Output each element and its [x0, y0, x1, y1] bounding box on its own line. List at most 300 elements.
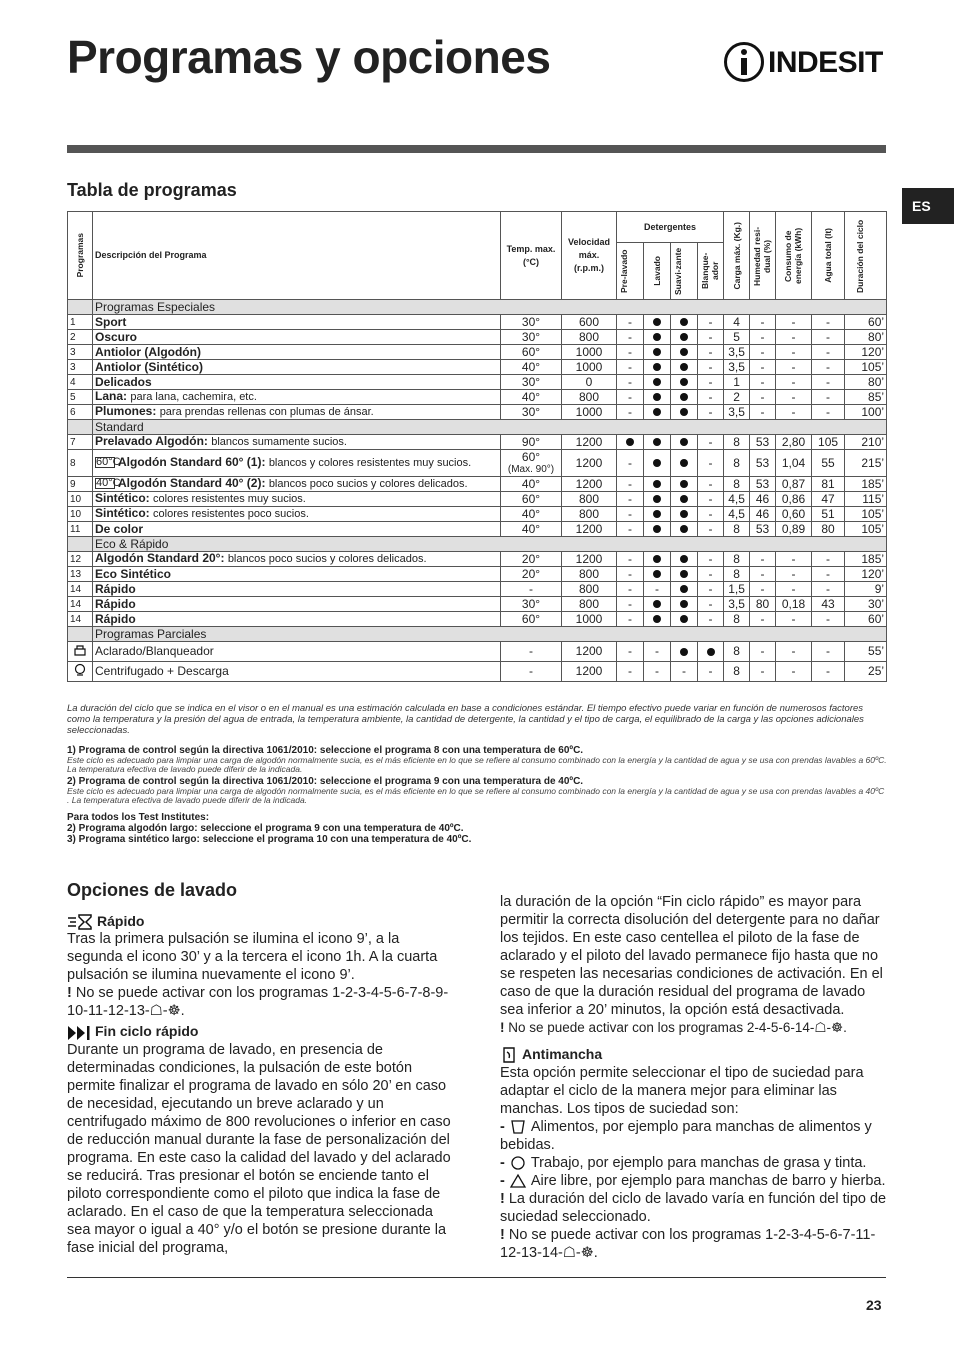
cell-bl: - [698, 435, 724, 450]
cell-duracion: 55’ [845, 642, 887, 662]
cell-temp: 30° [501, 315, 562, 330]
cell-bl: - [698, 552, 724, 567]
cell-consumo: - [776, 330, 812, 345]
cell-velocidad: 1000 [562, 405, 617, 420]
cell-suav [671, 450, 698, 477]
cell-agua: 47 [812, 492, 845, 507]
cell-velocidad: 1200 [562, 552, 617, 567]
cell-suav [671, 597, 698, 612]
cell-duracion: 80’ [845, 330, 887, 345]
cell-consumo: 0,18 [776, 597, 812, 612]
header-lavado: Lavado [644, 243, 671, 300]
cell-programa: 14 [68, 612, 93, 627]
cell-carga: 4,5 [724, 492, 750, 507]
cell-duracion: 185’ [845, 477, 887, 492]
footnote-2: 2) Programa de control según la directiva 1061/2010: seleccione el programa 9 con una temperatura de 40ºC. Este ciclo es adecuado para limpiar una carga de algodón normalmente sucia, es el más eficiente en lo que se refiere al consumo combinado con la energía y la cantidad de agua y se usa con prendas lavables a 40ºC . La temperatura efectiva de lavado puede diferir de la indicada. [67, 776, 885, 805]
cell-carga: 5 [724, 330, 750, 345]
filled-dot-icon [680, 378, 688, 386]
cell-consumo: - [776, 662, 812, 682]
cell-temp: 40° [501, 507, 562, 522]
cell-agua: - [812, 315, 845, 330]
program-table [67, 211, 887, 682]
cell-bl: - [698, 567, 724, 582]
cell-duracion: 120’ [845, 345, 887, 360]
filled-dot-icon [680, 408, 688, 416]
cell-velocidad: 1200 [562, 450, 617, 477]
header-descripcion: Descripción del Programa [93, 212, 501, 300]
cell-programa: 3 [68, 360, 93, 375]
cell-bl: - [698, 492, 724, 507]
cell-pre: - [617, 405, 644, 420]
cell-descripcion: 60°CAlgodón Standard 60° (1): blancos y colores resistentes muy sucios. [93, 450, 501, 477]
food-icon [509, 1119, 527, 1135]
cell-lav [644, 450, 671, 477]
filled-dot-icon [653, 510, 661, 518]
cell-temp: 60° [501, 612, 562, 627]
cell-carga: 1 [724, 375, 750, 390]
filled-dot-icon [653, 333, 661, 341]
cell-temp: 30° [501, 597, 562, 612]
cell-lav [644, 360, 671, 375]
cell-humedad: - [750, 662, 776, 682]
cell-humedad: - [750, 330, 776, 345]
cell-pre: - [617, 375, 644, 390]
section-eco: Eco & Rápido [68, 537, 887, 552]
table-row [68, 612, 887, 627]
table-row [68, 450, 887, 477]
cell-duracion: 25’ [845, 662, 887, 682]
cell-humedad: - [750, 405, 776, 420]
cell-lav [644, 390, 671, 405]
cell-bl: - [698, 477, 724, 492]
filled-dot-icon [680, 600, 688, 608]
header-duracion: Duración del ciclo [845, 212, 887, 300]
cell-programa: 3 [68, 345, 93, 360]
temperature-program-icon: 40°C [96, 477, 121, 490]
cell-temp: 30° [501, 405, 562, 420]
cell-suav [671, 522, 698, 537]
cell-descripcion: De color [93, 522, 501, 537]
cell-pre: - [617, 315, 644, 330]
cell-suav [671, 612, 698, 627]
cell-pre: - [617, 345, 644, 360]
cell-consumo: - [776, 642, 812, 662]
cell-agua: - [812, 612, 845, 627]
cell-lav [644, 567, 671, 582]
filled-dot-icon [653, 363, 661, 371]
cell-humedad: - [750, 375, 776, 390]
cell-duracion: 210’ [845, 435, 887, 450]
cell-pre: - [617, 492, 644, 507]
cell-programa: 14 [68, 582, 93, 597]
cell-consumo: - [776, 345, 812, 360]
cell-pre: - [617, 642, 644, 662]
cell-carga: 8 [724, 567, 750, 582]
table-row [68, 597, 887, 612]
temperature-program-icon: 60°C [96, 456, 121, 469]
table-row [68, 552, 887, 567]
duration-note: La duración del ciclo que se indica en el visor o en el manual es una estimación calculada en base a condiciones estándar. El tiempo efectivo puede variar en función de numerosos factores como la temperatura y la presión del agua de entrada, la temperatura ambiente, la cantidad de detergente, la cantidad y el tipo de carga, el equilibrado de la carga y las opciones adicionales seleccionadas. [67, 703, 864, 736]
cell-consumo: 2,80 [776, 435, 812, 450]
cell-descripcion: Delicados [93, 375, 501, 390]
filled-dot-icon [653, 459, 661, 467]
cell-duracion: 105’ [845, 360, 887, 375]
cell-velocidad: 1200 [562, 642, 617, 662]
options-left-column [67, 912, 452, 1257]
cell-consumo: - [776, 390, 812, 405]
filled-dot-icon [680, 555, 688, 563]
page-number: 23 [866, 1297, 882, 1313]
table-row [68, 315, 887, 330]
cell-bl: - [698, 390, 724, 405]
cell-agua: - [812, 330, 845, 345]
cell-consumo: - [776, 375, 812, 390]
cell-humedad: 46 [750, 492, 776, 507]
header-detergentes: Detergentes [617, 212, 724, 243]
cell-velocidad: 1200 [562, 435, 617, 450]
cell-humedad: 46 [750, 507, 776, 522]
cell-velocidad: 800 [562, 567, 617, 582]
cell-pre: - [617, 390, 644, 405]
filled-dot-icon [680, 363, 688, 371]
cell-bl: - [698, 450, 724, 477]
cell-velocidad: 0 [562, 375, 617, 390]
option-rapido-warning: ! No se puede activar con los programas 1-2-3-4-5-6-7-8-9-10-11-12-13-☖-☸. [67, 985, 449, 1020]
cell-lav [644, 552, 671, 567]
cell-lav: - [644, 642, 671, 662]
cell-programa: 14 [68, 597, 93, 612]
cell-suav [671, 477, 698, 492]
cell-programa: 10 [68, 507, 93, 522]
cell-agua: - [812, 345, 845, 360]
cell-pre: - [617, 360, 644, 375]
cell-temp: 40° [501, 477, 562, 492]
cell-suav [671, 375, 698, 390]
cell-descripcion: Rápido [93, 582, 501, 597]
cell-descripcion: Prelavado Algodón: blancos sumamente sucios. [93, 435, 501, 450]
cell-suav: - [671, 662, 698, 682]
filled-dot-icon [626, 438, 634, 446]
cell-lav [644, 405, 671, 420]
table-title: Tabla de programas [67, 180, 237, 200]
cell-humedad: - [750, 567, 776, 582]
cell-velocidad: 800 [562, 582, 617, 597]
cell-agua: 55 [812, 450, 845, 477]
filled-dot-icon [653, 318, 661, 326]
cell-lav [644, 477, 671, 492]
indesit-logo [724, 42, 886, 84]
header-blanqueador: Blanque-ador [698, 243, 724, 300]
filled-dot-icon [680, 648, 688, 656]
cell-consumo: 1,04 [776, 450, 812, 477]
footnote-1: 1) Programa de control según la directiva 1061/2010: seleccione el programa 8 con una temperatura de 60ºC. Este ciclo es adecuado para limpiar una carga de algodón normalmente sucia, es el más eficiente en lo que se refiere al consumo combinado con la energía y la cantidad de agua y se usa con prendas lavables a 60ºC. La temperatura efectiva de lavado puede diferir de la indicada. [67, 745, 887, 774]
filled-dot-icon [653, 378, 661, 386]
cell-temp: 60° (Max. 90°) [501, 450, 562, 477]
cell-duracion: 85’ [845, 390, 887, 405]
cell-temp: 40° [501, 360, 562, 375]
cell-suav [671, 435, 698, 450]
cell-humedad: - [750, 642, 776, 662]
cell-suav [671, 492, 698, 507]
cell-descripcion: Oscuro [93, 330, 501, 345]
cell-carga: 8 [724, 522, 750, 537]
cell-lav [644, 435, 671, 450]
cell-agua: - [812, 662, 845, 682]
cell-agua: - [812, 642, 845, 662]
cell-bl: - [698, 522, 724, 537]
cell-carga: 2 [724, 390, 750, 405]
filled-dot-icon [680, 318, 688, 326]
cell-consumo: - [776, 360, 812, 375]
cell-suav [671, 345, 698, 360]
cell-bl: - [698, 375, 724, 390]
cell-humedad: - [750, 315, 776, 330]
filled-dot-icon [680, 525, 688, 533]
cell-programa-icon [68, 642, 93, 662]
logo-wordmark: INDESIT [768, 46, 883, 79]
option-rapido-text: Tras la primera pulsación se ilumina el icono 9’, a la segunda el icono 30’ y a la tercera el icono 1h. A la cuarta pulsación se ilumina nuevamente el icono 9’. [67, 931, 438, 984]
cell-agua: - [812, 567, 845, 582]
table-row [68, 330, 887, 345]
cell-consumo: - [776, 552, 812, 567]
header-velocidad: Velocidad máx. (r.p.m.) [562, 212, 617, 300]
cell-programa: 5 [68, 390, 93, 405]
cell-bl: - [698, 315, 724, 330]
quick-wash-icon [67, 914, 93, 930]
cell-suav [671, 642, 698, 662]
cell-lav [644, 492, 671, 507]
filled-dot-icon [653, 408, 661, 416]
cell-velocidad: 800 [562, 492, 617, 507]
filled-dot-icon [707, 648, 715, 656]
stain-trabajo: - Trabajo, por ejemplo para manchas de grasa y tinta. [500, 1155, 867, 1172]
filled-dot-icon [653, 555, 661, 563]
cell-carga: 8 [724, 612, 750, 627]
header-consumo: Consumo de energía (kWh) [776, 212, 812, 300]
cell-humedad: - [750, 612, 776, 627]
filled-dot-icon [653, 570, 661, 578]
section-especiales: Programas Especiales [68, 300, 887, 315]
cell-agua: - [812, 375, 845, 390]
cell-pre: - [617, 612, 644, 627]
language-tab: ES [902, 188, 954, 224]
filled-dot-icon [680, 393, 688, 401]
header-temp: Temp. max. (°C) [501, 212, 562, 300]
cell-carga: 3,5 [724, 345, 750, 360]
cell-carga: 3,5 [724, 405, 750, 420]
cell-descripcion: Eco Sintético [93, 567, 501, 582]
cell-descripcion: Antiolor (Algodón) [93, 345, 501, 360]
cell-programa: 6 [68, 405, 93, 420]
cell-programa: 4 [68, 375, 93, 390]
cell-lav [644, 522, 671, 537]
filled-dot-icon [680, 333, 688, 341]
cell-bl: - [698, 582, 724, 597]
cell-descripcion: Sintético: colores resistentes poco sucios. [93, 507, 501, 522]
cell-consumo: - [776, 567, 812, 582]
cell-agua: - [812, 405, 845, 420]
outdoor-icon [509, 1173, 527, 1189]
cell-bl: - [698, 662, 724, 682]
cell-carga: 3,5 [724, 360, 750, 375]
cell-humedad: 53 [750, 450, 776, 477]
cell-velocidad: 1200 [562, 477, 617, 492]
cell-consumo: - [776, 582, 812, 597]
cell-bl: - [698, 405, 724, 420]
filled-dot-icon [680, 480, 688, 488]
filled-dot-icon [680, 510, 688, 518]
cell-agua: - [812, 582, 845, 597]
cell-duracion: 60’ [845, 315, 887, 330]
table-row [68, 345, 887, 360]
cell-temp: 30° [501, 330, 562, 345]
filled-dot-icon [653, 438, 661, 446]
cell-programa: 2 [68, 330, 93, 345]
cell-velocidad: 800 [562, 507, 617, 522]
cell-programa: 10 [68, 492, 93, 507]
cell-pre [617, 435, 644, 450]
cell-duracion: 60’ [845, 612, 887, 627]
cell-bl: - [698, 345, 724, 360]
table-row [68, 642, 887, 662]
cell-humedad: - [750, 582, 776, 597]
cell-humedad: 53 [750, 522, 776, 537]
logo-i-icon [724, 42, 764, 82]
cell-temp: 20° [501, 552, 562, 567]
options-title: Opciones de lavado [67, 880, 238, 900]
cell-programa: 12 [68, 552, 93, 567]
cell-humedad: 80 [750, 597, 776, 612]
cell-lav [644, 597, 671, 612]
cell-velocidad: 800 [562, 390, 617, 405]
cell-lav [644, 612, 671, 627]
cell-velocidad: 800 [562, 597, 617, 612]
cell-temp: - [501, 582, 562, 597]
cell-pre: - [617, 552, 644, 567]
cell-lav [644, 330, 671, 345]
cell-lav [644, 345, 671, 360]
cell-agua: 43 [812, 597, 845, 612]
cell-bl: - [698, 507, 724, 522]
cell-descripcion: Sport [93, 315, 501, 330]
cell-humedad: - [750, 360, 776, 375]
cell-duracion: 215’ [845, 450, 887, 477]
cell-suav [671, 315, 698, 330]
option-antimancha-title: Antimancha [500, 1045, 888, 1064]
cell-descripcion: Antiolor (Sintético) [93, 360, 501, 375]
filled-dot-icon [680, 459, 688, 467]
cell-consumo: - [776, 405, 812, 420]
filled-dot-icon [680, 348, 688, 356]
cell-carga: 3,5 [724, 597, 750, 612]
cell-consumo: - [776, 612, 812, 627]
cell-descripcion: Sintético: colores resistentes muy sucios. [93, 492, 501, 507]
filled-dot-icon [653, 525, 661, 533]
cell-consumo: 0,89 [776, 522, 812, 537]
table-row [68, 405, 887, 420]
cell-programa: 8 [68, 450, 93, 477]
cell-temp: - [501, 642, 562, 662]
cell-carga: 8 [724, 435, 750, 450]
cell-humedad: - [750, 390, 776, 405]
section-parciales: Programas Parciales [68, 627, 887, 642]
table-row [68, 390, 887, 405]
cell-descripcion: Plumones: para prendas rellenas con plumas de ánsar. [93, 405, 501, 420]
cell-carga: 8 [724, 450, 750, 477]
cell-suav [671, 390, 698, 405]
option-fin-warning: ! No se puede activar con los programas 2-4-5-6-14-☖-☸. [500, 1020, 847, 1035]
cell-agua: - [812, 390, 845, 405]
cell-carga: 8 [724, 552, 750, 567]
option-fin-title: Fin ciclo rápido [67, 1022, 452, 1040]
cell-bl: - [698, 330, 724, 345]
cell-agua: 81 [812, 477, 845, 492]
cell-descripcion: 40°CAlgodón Standard 40° (2): blancos poco sucios y colores delicados. [93, 477, 501, 492]
cell-programa: 11 [68, 522, 93, 537]
cell-humedad: - [750, 345, 776, 360]
cell-pre: - [617, 662, 644, 682]
fast-end-icon [67, 1025, 91, 1041]
cell-descripcion: Lana: para lana, cachemira, etc. [93, 390, 501, 405]
page-title: Programas y opciones [67, 31, 551, 83]
cell-agua: 105 [812, 435, 845, 450]
cell-programa: 9 [68, 477, 93, 492]
cell-lav: - [644, 582, 671, 597]
cell-suav [671, 552, 698, 567]
cell-bl: - [698, 612, 724, 627]
table-row [68, 522, 887, 537]
stain-icon [500, 1046, 518, 1064]
cell-consumo: 0,60 [776, 507, 812, 522]
filled-dot-icon [680, 585, 688, 593]
option-fin-text: Durante un programa de lavado, en presencia de determinadas condiciones, la pulsación de este botón permite finalizar el programa de lavado en sólo 20’ en caso de necesidad, ejecutando un breve aclarado y un centrifugado máximo de 800 revoluciones o inferior en caso de reducción manual durante la fase de personalización del programa. En este caso la calidad del lavado y del aclarado se reducirá. Tras presionar el botón se enciende tanto el piloto correspondiente como el piloto que indica la fase de aclarado. En el caso de que la temperatura seleccionada sea mayor o igual a 40° y/o el botón se presione durante la fase inicial del programa, [67, 1041, 451, 1256]
cell-programa-icon [68, 662, 93, 682]
footnote-test-institutes: Para todos los Test Institutes: 2) Programa algodón largo: seleccione el programa 9 con una temperatura de 40ºC. 3) Programa sintético largo: seleccione el programa 10 con una temperatura de 40ºC. [67, 812, 472, 845]
cell-programa: 13 [68, 567, 93, 582]
cell-duracion: 120’ [845, 567, 887, 582]
cell-lav [644, 375, 671, 390]
cell-pre: - [617, 477, 644, 492]
option-rapido-title: Rápido [67, 912, 452, 930]
footer-rule [67, 1277, 886, 1278]
cell-duracion: 115’ [845, 492, 887, 507]
cell-programa: 7 [68, 435, 93, 450]
header-humedad: Humedad resi-dual (%) [750, 212, 776, 300]
table-row [68, 360, 887, 375]
cell-agua: 51 [812, 507, 845, 522]
cell-agua: - [812, 360, 845, 375]
table-row [68, 507, 887, 522]
cell-duracion: 30’ [845, 597, 887, 612]
cell-duracion: 80’ [845, 375, 887, 390]
header-carga: Carga máx. (Kg.) [724, 212, 750, 300]
header-agua: Agua total (lt) [812, 212, 845, 300]
filled-dot-icon [653, 348, 661, 356]
stain-aire-libre: - Aire libre, por ejemplo para manchas de barro y hierba. [500, 1173, 886, 1190]
option-antimancha-warning-2: ! No se puede activar con los programas 1-2-3-4-5-6-7-11-12-13-14-☖-☸. [500, 1227, 876, 1262]
cell-descripcion: Rápido [93, 597, 501, 612]
cell-duracion: 105’ [845, 507, 887, 522]
cell-temp: - [501, 662, 562, 682]
cell-duracion: 9’ [845, 582, 887, 597]
cell-carga: 1,5 [724, 582, 750, 597]
cell-temp: 60° [501, 492, 562, 507]
table-row [68, 662, 887, 682]
cell-duracion: 185’ [845, 552, 887, 567]
cell-pre: - [617, 522, 644, 537]
cell-pre: - [617, 450, 644, 477]
cell-velocidad: 1200 [562, 662, 617, 682]
